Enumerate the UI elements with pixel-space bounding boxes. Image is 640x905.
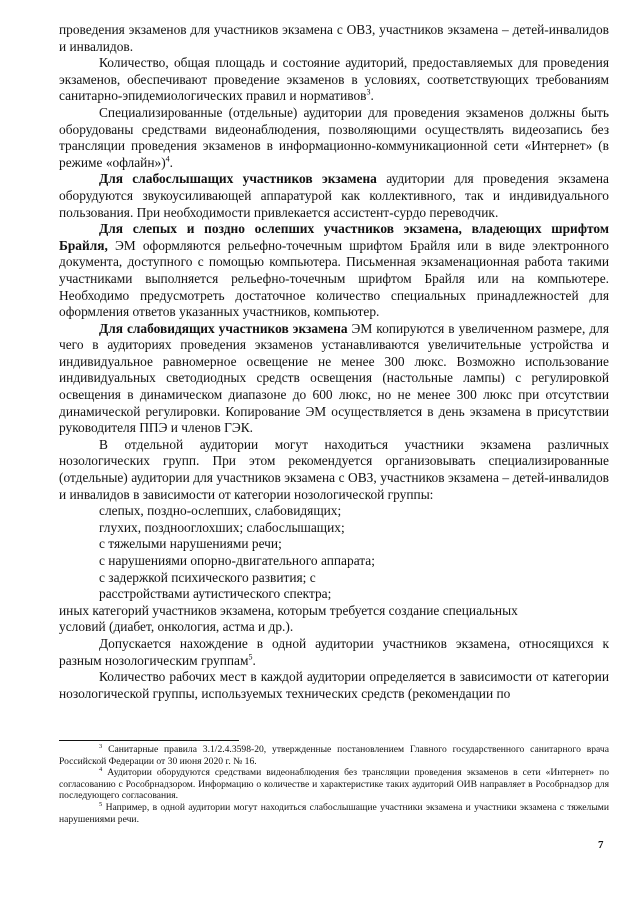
list-item: с нарушениями опорно-двигательного аппарата;: [99, 553, 375, 568]
paragraph: проведения экзаменов для участников экзамена с ОВЗ, участников экзамена – детей-инвалидов и инвалидов.: [59, 22, 609, 54]
paragraph-workplaces: Количество рабочих мест в каждой аудитории определяется в зависимости от категории нозологической группы, используемых технических средств (рекомендации по: [59, 669, 609, 701]
body-text: [59, 22, 609, 702]
list-item: расстройствами аутистического спектра;: [99, 586, 332, 602]
paragraph-visually-impaired: Для слабовидящих участников экзамена ЭМ копируются в увеличенном размере, для чего в аудиториях проведения экзаменов устанавливаются увеличительные устройства и индивидуальное равномерное освещение не менее 300 люкс. Возможно использование индивидуальных светодиодных средств освещения (настольные лампы) с регулировкой освещения в динамическом диапазоне до 600 люкс, но не менее 300 люкс при отсутствии динамической регулировки. Копирование ЭМ осуществляется в день экзамена в присутствии руководителя ППЭ и членов ГЭК.: [59, 320, 609, 436]
footnote-ref-4: 4: [165, 154, 170, 164]
paragraph-nosological-groups: В отдельной аудитории могут находиться участники экзамена различных нозологических групп. При этом рекомендуется организовывать специализированные (отдельные) аудитории для участников экзамена с ОВЗ, участников экзамена – детей-инвалидов и инвалидов в зависимости от категории нозологической группы:: [59, 436, 609, 502]
list-item: слепых, поздно-ослепших, слабовидящих;: [99, 503, 342, 519]
list-item: с задержкой психического развития; с: [99, 569, 316, 585]
paragraph-mixed-groups: Допускается нахождение в одной аудитории участников экзамена, относящихся к разным нозологическим группам$^5$.: [59, 635, 609, 668]
paragraph-hearing-impaired: Для слабослышащих участников экзамена аудитории для проведения экзамена оборудуются звукоусиливающей аппаратурой как коллективного, так и индивидуального пользования. При необходимости привлекается ассистент-сурдо переводчик.: [59, 171, 609, 220]
paragraph-blind: Для слепых и поздно ослепших участников экзамена, владеющих шрифтом Брайля, ЭМ оформляются рельефно-точечным шрифтом Брайля или в виде электронного документа, доступного с помощью компьютера. Письменная экзаменационная работа такими участниками выполняется рельефно-точечным шрифтом Брайля или на компьютере. Необходимо предусмотреть достаточное количество специальных принадлежностей для оформления ответов указанных участников, компьютер.: [59, 221, 609, 320]
footnote-ref-3: 3: [366, 87, 371, 97]
footnote-ref-5: 5: [248, 652, 253, 662]
footnote-separator: [59, 740, 239, 741]
paragraph-other-categories-cont: условий (диабет, онкология, астма и др.).: [59, 619, 294, 635]
page-number: 7: [598, 839, 604, 851]
list-item: глухих, позднооглохших; слабослышащих;: [99, 519, 345, 535]
paragraph-video-surveillance: Специализированные (отдельные) аудитории для проведения экзаменов должны быть оборудованы средствами видеонаблюдения, позволяющими осуществлять видеозапись без трансляции проведения экзаменов в информационно-коммуникационной сети «Интернет» (в режиме «офлайн»)$^4$.: [59, 104, 609, 170]
list-item: с тяжелыми нарушениями речи;: [99, 536, 282, 552]
footnote-4: $^4$ Аудитории оборудуются средствами видеонаблюдения без трансляции проведения экзаменов в сети «Интернет» по согласованию с Рособрнадзором. Информацию о количестве и характеристике таких аудиторий ОИВ направляет в Рособрнадзор для последующего согласования.: [59, 766, 609, 802]
footnotes: [59, 744, 609, 825]
footnote-3: $^3$ Санитарные правила 3.1/2.4.3598-20, утвержденные постановлением Главного государственного санитарного врача Российской Федерации от 30 июня 2020 г. № 16.: [59, 742, 609, 767]
paragraph-auditorium-count: Количество, общая площадь и состояние аудиторий, предоставляемых для проведения экзаменов, обеспечивают проведение экзаменов в условиях, соответствующих требованиям санитарно-эпидемиологических правил и нормативов$^3$.: [59, 55, 609, 104]
paragraph-other-categories: иных категорий участников экзамена, которым требуется создание специальных: [59, 602, 518, 618]
footnote-5: $^5$ Например, в одной аудитории могут находиться слабослышащие участники экзамена и участники экзамена с тяжелыми нарушениями речи.: [59, 800, 609, 825]
